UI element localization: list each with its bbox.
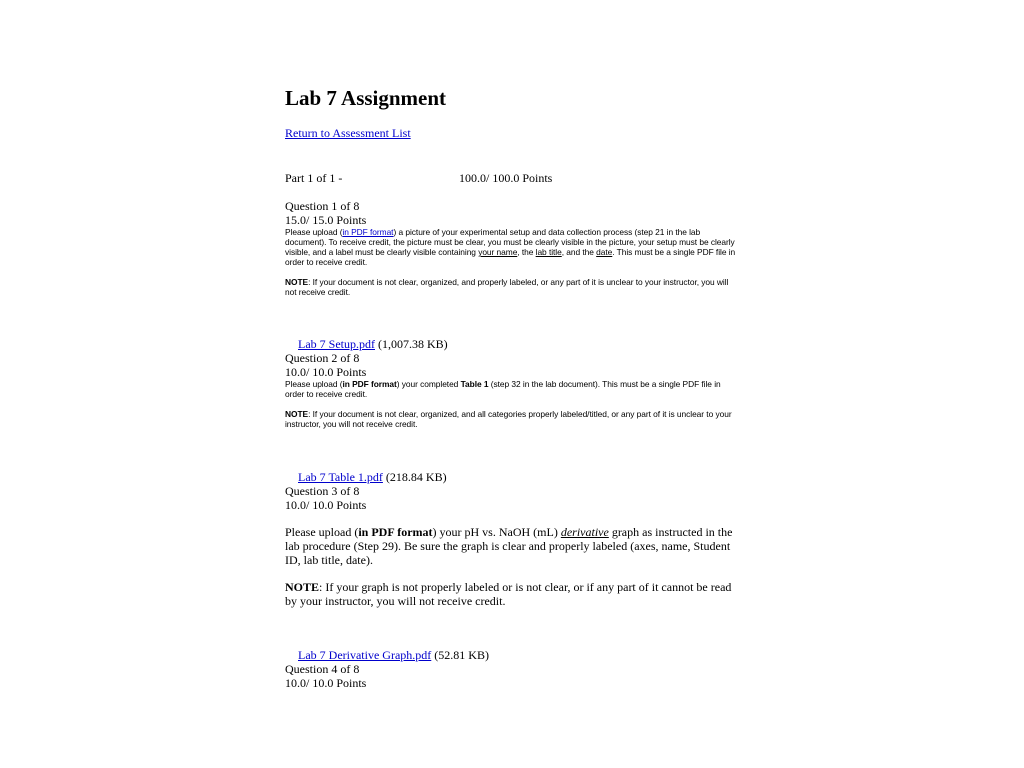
q3-text-3: graph as instructed in the lab procedure (Step 29). Be sure the graph is clear and properly labeled (axes, name, Student ID, lab title, date). xyxy=(285,525,733,567)
return-to-assessment-list-link[interactable]: Return to Assessment List xyxy=(285,126,411,140)
question-4 xyxy=(285,662,740,690)
attachment-link-table[interactable]: Lab 7 Table 1.pdf xyxy=(298,470,383,484)
question-3 xyxy=(285,484,740,662)
question-1-heading: Question 1 of 8 xyxy=(285,199,360,213)
q1-text-2: ) a picture of your experimental setup and data collection process (step 21 in the lab document). To receive credit, the picture must be clear, you must be clearly visible in the picture, your setup must be clearly visible, and a label must be clearly visible containing xyxy=(285,227,735,257)
q1-lab-title: lab title xyxy=(535,247,562,257)
question-3-heading: Question 3 of 8 xyxy=(285,484,360,498)
question-3-instructions xyxy=(285,525,740,567)
question-3-points: 10.0/ 10.0 Points xyxy=(285,498,367,512)
q2-note-text: : If your document is not clear, organized, and all categories properly labeled/titled, or any part of it is unclear to your instructor, you will not receive credit. xyxy=(285,409,732,429)
question-1-instructions xyxy=(285,227,740,267)
q1-text-3: , the xyxy=(517,247,536,257)
q1-note-label: NOTE xyxy=(285,277,309,287)
part-label: Part 1 of 1 - xyxy=(285,171,343,185)
q3-derivative: derivative xyxy=(560,525,609,539)
attachment-link-derivative-graph[interactable]: Lab 7 Derivative Graph.pdf xyxy=(298,648,432,662)
question-2-attachment xyxy=(285,470,740,484)
q2-text-3: (step 32 in the lab document). This must be a single PDF file in order to receive credit. xyxy=(285,379,721,399)
question-2-heading: Question 2 of 8 xyxy=(285,351,360,365)
question-1-attachment xyxy=(285,337,740,351)
part-row xyxy=(285,171,740,185)
q3-note-text: : If your graph is not properly labeled or is not clear, or if any part of it cannot be read by your instructor, you will not receive credit. xyxy=(285,580,732,608)
q1-note-text: : If your document is not clear, organized, and properly labeled, or any part of it is unclear to your instructor, you will not receive credit. xyxy=(285,277,729,297)
q2-note-label: NOTE xyxy=(285,409,309,419)
assignment-page xyxy=(285,86,740,690)
question-4-points: 10.0/ 10.0 Points xyxy=(285,676,367,690)
q2-bold-2: Table 1 xyxy=(460,379,489,389)
q1-date: date xyxy=(596,247,613,257)
question-3-note xyxy=(285,580,740,608)
q3-bold-1: in PDF format xyxy=(358,525,433,539)
q1-text-4: , and the xyxy=(561,247,597,257)
question-1 xyxy=(285,199,740,351)
q3-text-1: Please upload ( xyxy=(285,525,359,539)
question-2-points: 10.0/ 10.0 Points xyxy=(285,365,367,379)
question-4-heading: Question 4 of 8 xyxy=(285,662,360,676)
question-1-note xyxy=(285,277,740,297)
q2-text-1: Please upload ( xyxy=(285,379,343,389)
question-2 xyxy=(285,351,740,484)
question-1-points: 15.0/ 15.0 Points xyxy=(285,213,367,227)
q2-bold-1: in PDF format xyxy=(342,379,397,389)
attachment-size: (218.84 KB) xyxy=(382,470,447,484)
question-2-instructions xyxy=(285,379,740,399)
attachment-link-setup[interactable]: Lab 7 Setup.pdf xyxy=(298,337,375,351)
attachment-size: (1,007.38 KB) xyxy=(375,337,448,351)
question-2-text xyxy=(285,379,740,429)
attachment-size: (52.81 KB) xyxy=(431,648,489,662)
page-title: Lab 7 Assignment xyxy=(285,86,447,110)
question-1-text xyxy=(285,227,740,297)
question-3-attachment xyxy=(285,648,740,662)
q3-note-label: NOTE xyxy=(285,580,320,594)
q3-text-2: ) your pH vs. NaOH (mL) xyxy=(432,525,561,539)
pdf-format-link[interactable]: in PDF format xyxy=(342,227,394,237)
q1-text-1: Please upload ( xyxy=(285,227,343,237)
question-2-note xyxy=(285,409,740,429)
q2-text-2: ) your completed xyxy=(396,379,461,389)
part-points: 100.0/ 100.0 Points xyxy=(459,171,553,185)
q1-text-5: . This must be a single PDF file in order to receive credit. xyxy=(285,247,736,267)
q1-your-name: your name xyxy=(478,247,518,257)
